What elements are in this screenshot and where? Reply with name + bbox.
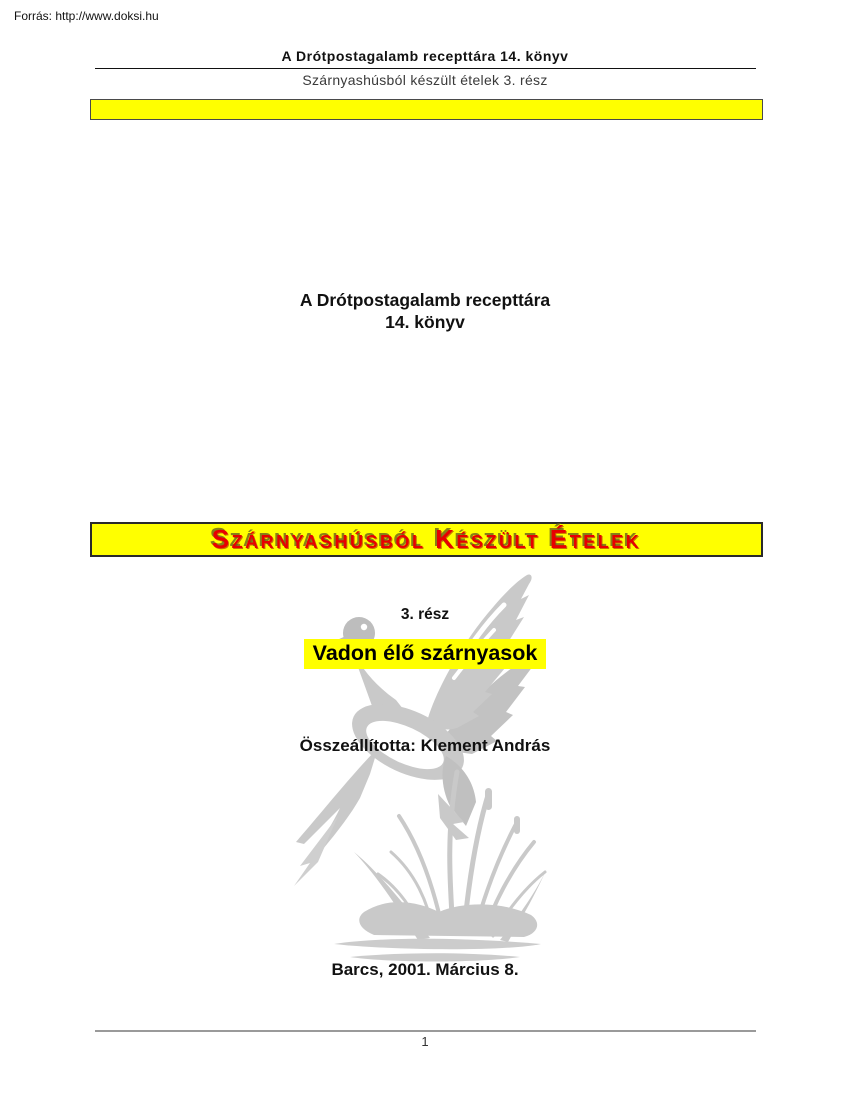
highlighted-subtitle: Vadon élő szárnyasok <box>304 639 547 669</box>
source-note: Forrás: http://www.doksi.hu <box>14 9 159 23</box>
main-title-line1: A Drótpostagalamb recepttára <box>299 290 551 310</box>
bird-watermark-icon <box>278 566 553 966</box>
header-divider <box>95 68 756 69</box>
highlight-row <box>0 639 850 669</box>
compiled-by-line: Összeállította: Klement András <box>299 736 551 755</box>
section-banner <box>90 522 763 557</box>
top-yellow-bar <box>90 99 763 120</box>
footer-divider <box>95 1030 756 1032</box>
section-banner-text: Szárnyashúsból Készült Ételek <box>211 524 642 554</box>
part-label: 3. rész <box>400 606 450 623</box>
running-header-title: A Drótpostagalamb recepttára 14. könyv <box>281 48 569 64</box>
page-number: 1 <box>421 1034 429 1049</box>
running-header-subtitle: Szárnyashúsból készült ételek 3. rész <box>302 72 548 88</box>
date-line: Barcs, 2001. Március 8. <box>331 960 519 979</box>
main-title <box>0 289 850 333</box>
main-title-line2: 14. könyv <box>385 312 465 332</box>
